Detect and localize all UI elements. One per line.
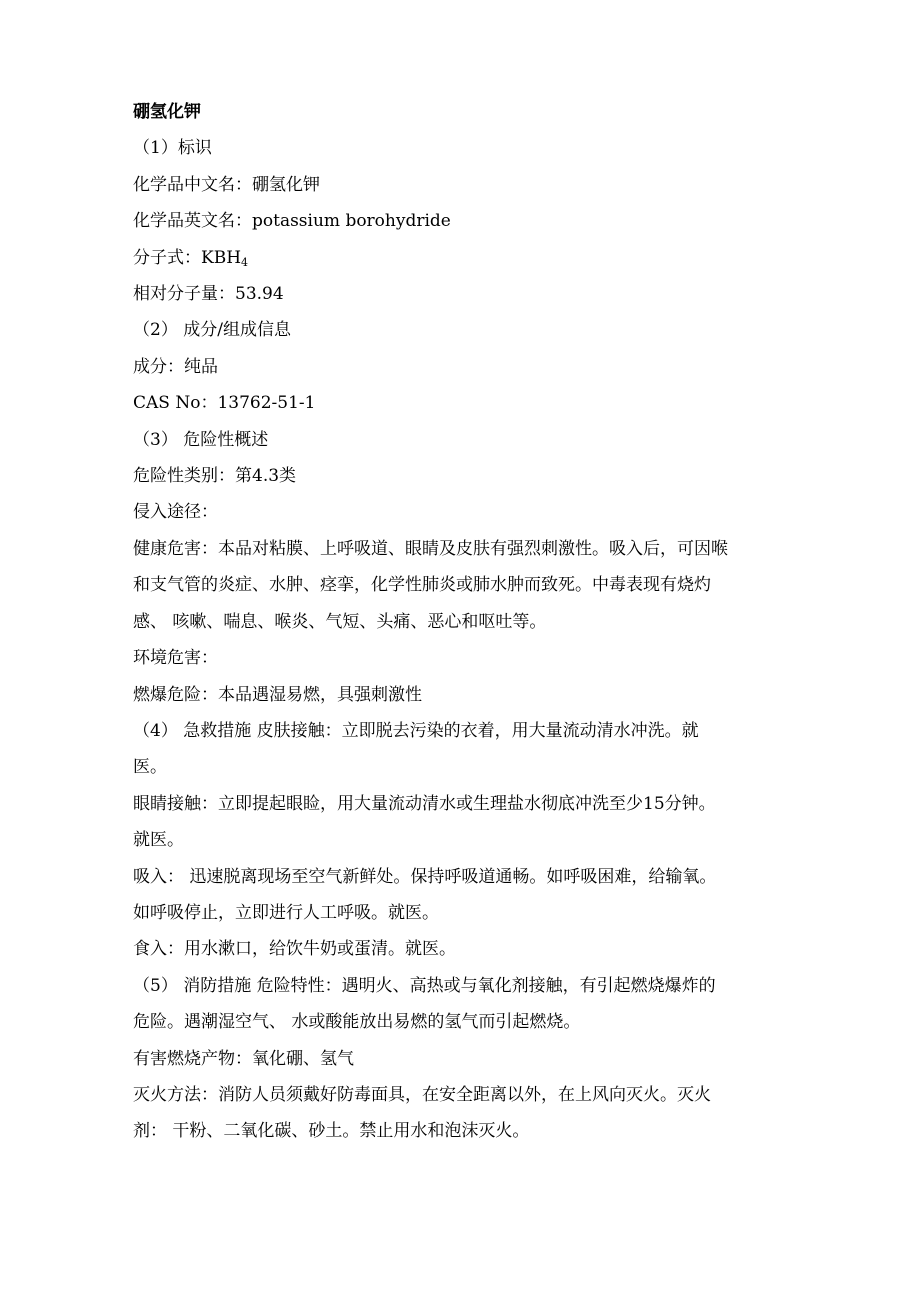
section-2-heading: （2） 成分/组成信息 (133, 320, 291, 341)
document-page (133, 94, 783, 1150)
health-hazard-line-3: 感、 咳嗽、喘息、喉炎、气短、头痛、恶心和呕吐等。 (133, 611, 547, 632)
first-aid-inhale-line-1: 吸入： 迅速脱离现场至空气新鲜处。保持呼吸道通畅。如呼吸困难，给输氧。 (133, 866, 717, 887)
fire-hazard-line-2: 危险。遇潮湿空气、 水或酸能放出易燃的氢气而引起燃烧。 (133, 1012, 581, 1033)
combustion-products: 有害燃烧产物：氧化硼、氢气 (133, 1048, 354, 1069)
chinese-name: 化学品中文名：硼氢化钾 (133, 174, 320, 195)
hazard-category: 危险性类别：第4.3类 (133, 466, 297, 487)
section-1-heading: （1）标识 (133, 138, 212, 159)
first-aid-ingest: 食入：用水漱口，给饮牛奶或蛋清。就医。 (133, 939, 456, 960)
exposure-route: 侵入途径： (133, 502, 218, 523)
environmental-hazard: 环境危害： (133, 648, 218, 669)
extinguish-method-line-2: 剂： 干粉、二氧化碳、砂土。禁止用水和泡沫灭火。 (133, 1121, 530, 1142)
first-aid-skin-line-1: （4） 急救措施 皮肤接触：立即脱去污染的衣着，用大量流动清水冲洗。就 (133, 720, 699, 741)
first-aid-inhale-line-2: 如呼吸停止，立即进行人工呼吸。就医。 (133, 902, 439, 923)
formula-prefix: 分子式：KBH (133, 247, 242, 268)
first-aid-eye-line-2: 就医。 (133, 830, 184, 851)
english-name: 化学品英文名：potassium borohydride (133, 211, 451, 232)
molecular-formula (133, 240, 783, 276)
document-title: 硼氢化钾 (133, 102, 201, 122)
health-hazard-line-1: 健康危害：本品对粘膜、上呼吸道、眼睛及皮肤有强烈刺激性。吸入后，可因喉 (133, 538, 728, 559)
extinguish-method-line-1: 灭火方法：消防人员须戴好防毒面具，在安全距离以外，在上风向灭火。灭火 (133, 1084, 711, 1105)
cas-number: CAS No：13762-51-1 (133, 393, 316, 414)
fire-hazard-line-1: （5） 消防措施 危险特性：遇明火、高热或与氧化剂接触，有引起燃烧爆炸的 (133, 975, 716, 996)
section-3-heading: （3） 危险性概述 (133, 429, 269, 450)
molecular-weight: 相对分子量：53.94 (133, 284, 284, 305)
health-hazard-line-2: 和支气管的炎症、水肿、痉挛，化学性肺炎或肺水肿而致死。中毒表现有烧灼 (133, 575, 711, 596)
formula-subscript: 4 (241, 255, 249, 269)
first-aid-eye-line-1: 眼睛接触：立即提起眼睑，用大量流动清水或生理盐水彻底冲洗至少15分钟。 (133, 793, 716, 814)
explosion-hazard: 燃爆危险：本品遇湿易燃，具强刺激性 (133, 684, 422, 705)
composition: 成分：纯品 (133, 356, 218, 377)
first-aid-skin-line-2: 医。 (133, 757, 167, 778)
